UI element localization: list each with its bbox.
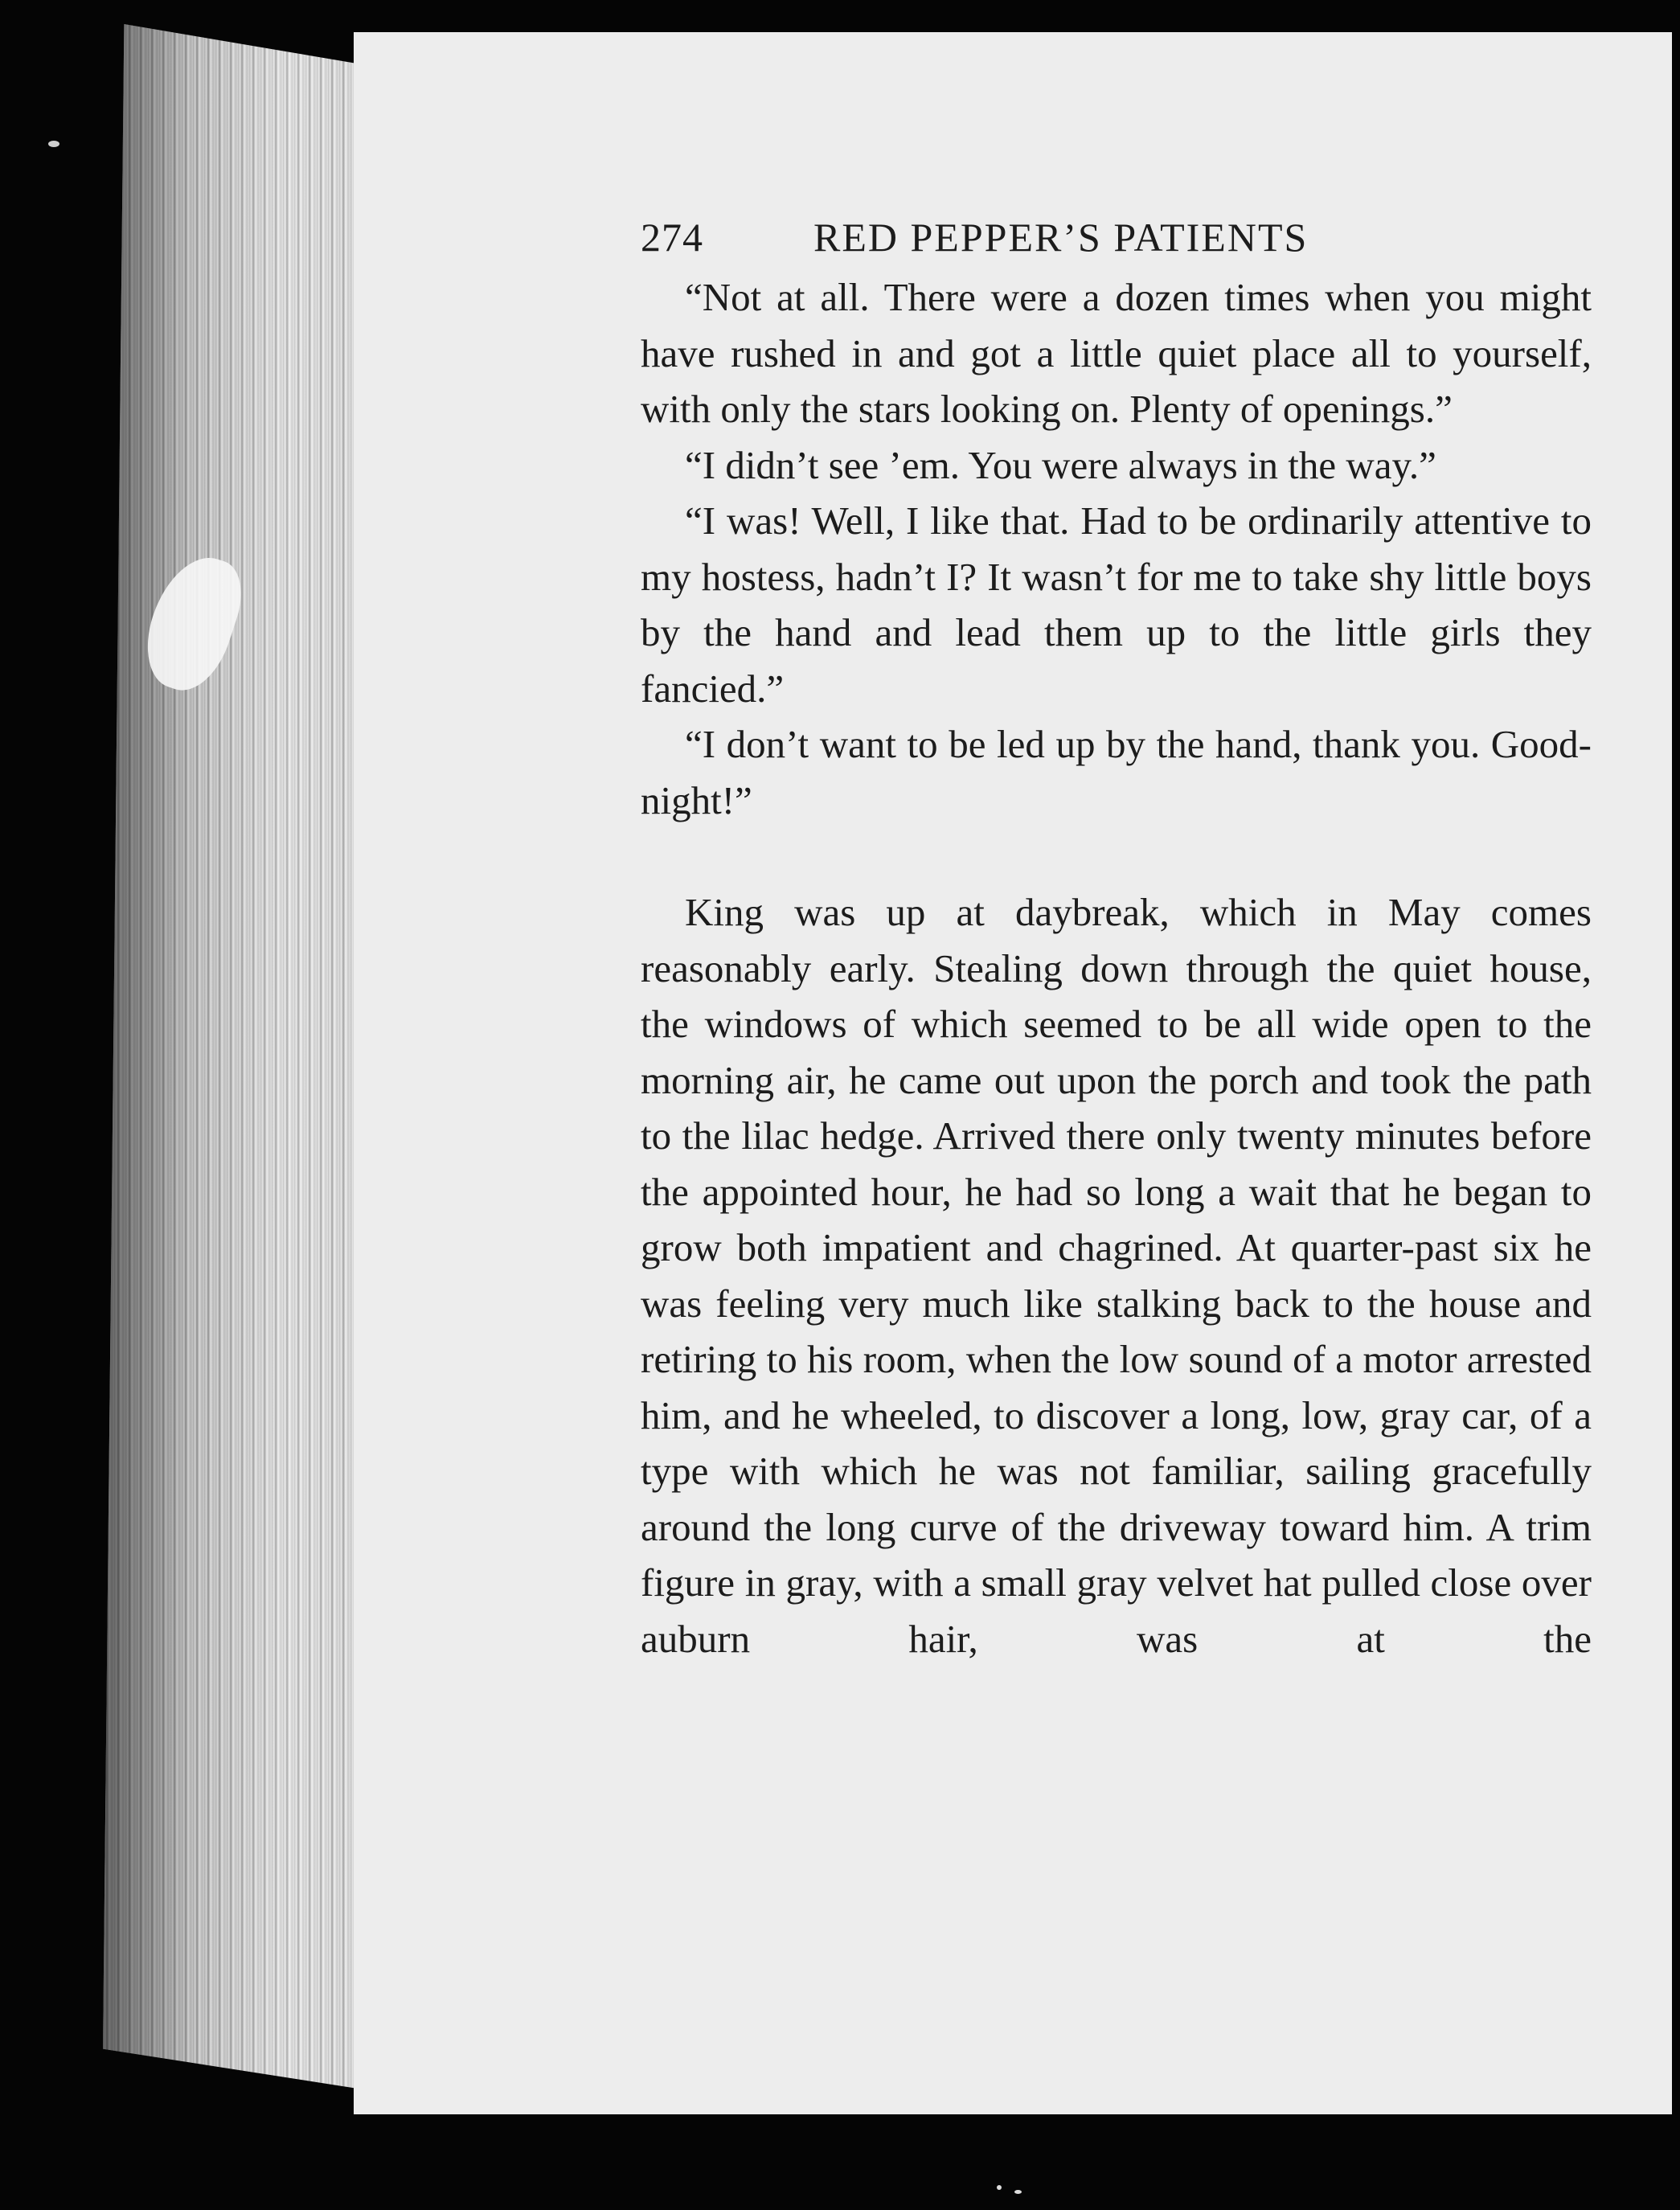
dust-speck — [48, 141, 59, 147]
running-title: RED PEPPER’S PATIENTS — [813, 215, 1309, 260]
paragraph-1: “Not at all. There were a dozen times when you might have rushed in and got a little quiet place all to yourself, with only the stars looking on. Plenty of openings.” — [641, 275, 1592, 431]
page-edges-shadow — [103, 24, 368, 2090]
page-content — [641, 205, 1592, 1667]
running-head — [641, 205, 1592, 269]
paragraph-2: “I didn’t see ’em. You were always in the way.” — [685, 442, 1436, 487]
paragraph-4: “I don’t want to be led up by the hand, thank you. Good-night!” — [641, 722, 1592, 822]
page-number: 274 — [641, 215, 703, 260]
paragraph-3: “I was! Well, I like that. Had to be ordinarily attentive to my hostess, hadn’t I? It wasn’t for me to take shy little boys by the hand and lead them up to the little girls they fancied.” — [641, 498, 1592, 711]
dust-speck — [1014, 2190, 1022, 2194]
paragraph-5: King was up at daybreak, which in May comes reasonably early. Stealing down through the quiet house, the windows of which seemed to be all wide open to the morning air, he came out upon the porch and took the path to the lilac hedge. Arrived there only twenty minutes before the appointed hour, he had so long a wait that he began to grow both impatient and chagrined. At quarter-past six he was feeling very much like stalking back to the house and retiring to his room, when the low sound of a motor arrested him, and he wheeled, to discover a long, low, gray car, of a type with which he was not familiar, sailing gracefully around the long curve of the driveway toward him. A trim figure in gray, with a small gray velvet hat pulled close over auburn hair, was at the — [641, 890, 1592, 1661]
dust-speck — [997, 2185, 1002, 2190]
section-break — [641, 828, 1592, 884]
